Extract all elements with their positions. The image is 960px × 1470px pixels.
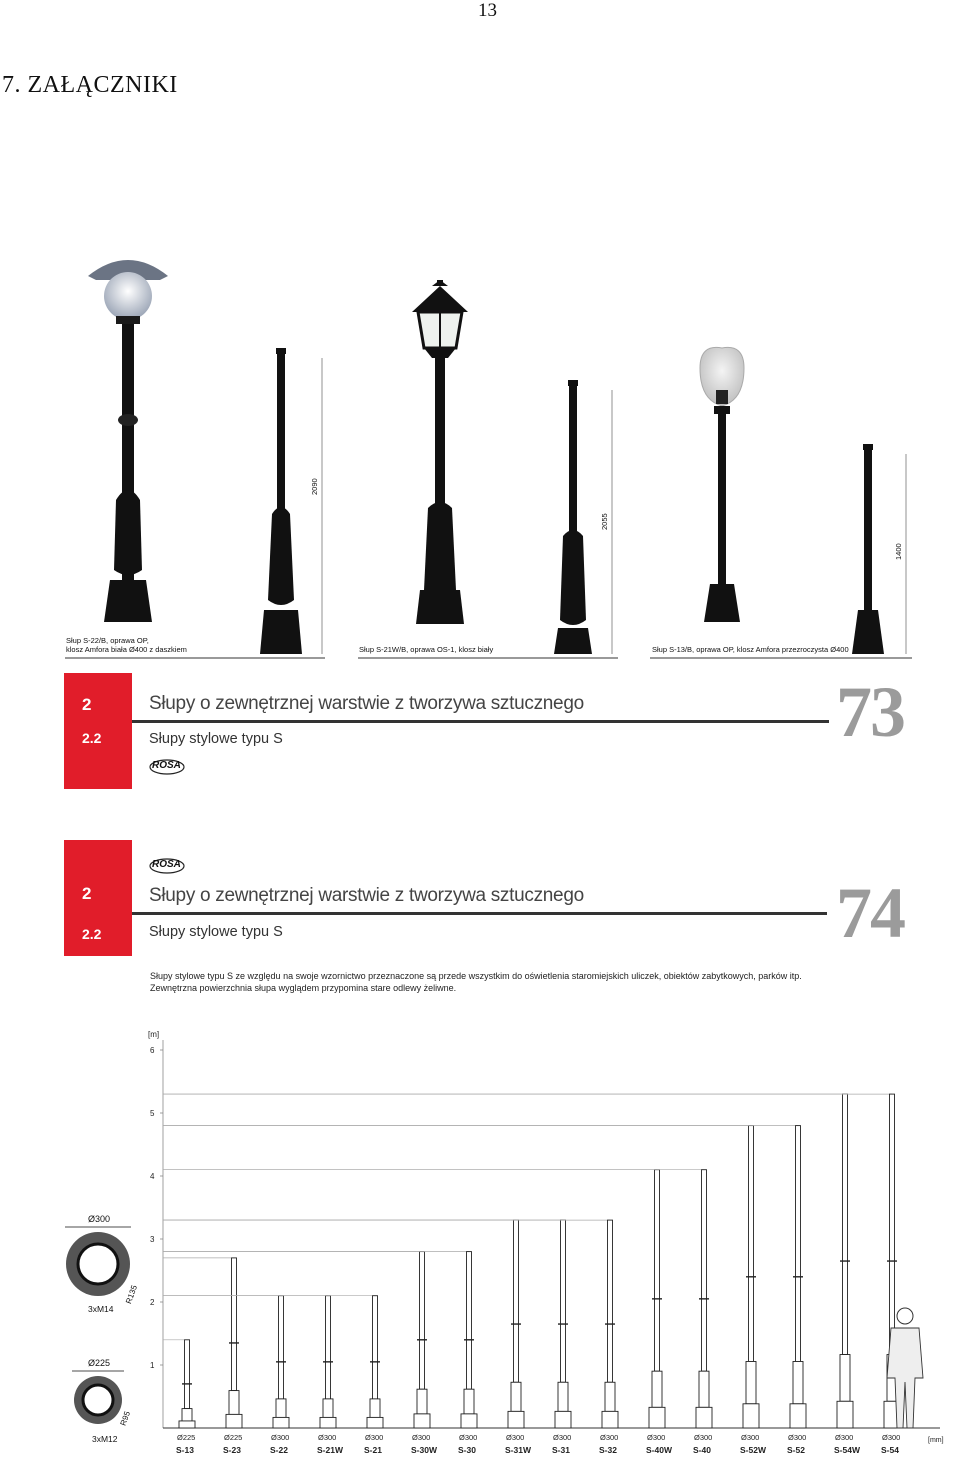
subchapter-number: 2.2 (82, 730, 102, 746)
post-shaft (608, 1220, 613, 1382)
base-diameter-label: Ø300 (882, 1433, 901, 1442)
post-type-label: S-21W (317, 1445, 343, 1455)
post-body (558, 1382, 568, 1411)
lamp-s13 (700, 347, 744, 622)
base-diameter-label: Ø300 (365, 1433, 384, 1442)
post-shaft (796, 1126, 801, 1362)
post-base (320, 1417, 336, 1428)
rosa-logo-text: ROSA (152, 760, 181, 771)
post-base (273, 1417, 289, 1428)
base-diameter-label: Ø300 (412, 1433, 431, 1442)
post-body (229, 1391, 239, 1415)
post-height-chart (60, 1025, 960, 1465)
post-body (746, 1361, 756, 1403)
base-diameter: Ø225 (88, 1358, 111, 1368)
band-subtitle: Słupy stylowe typu S (149, 924, 283, 940)
post-shaft (702, 1170, 707, 1371)
band-title: Słupy o zewnętrznej warstwie z tworzywa sztucznego (149, 885, 584, 906)
post-shaft (420, 1252, 425, 1390)
post-body (417, 1389, 427, 1414)
post-type-label: S-40W (646, 1445, 672, 1455)
post-shaft (326, 1296, 331, 1399)
y-tick-label: 3 (150, 1235, 155, 1244)
post-shaft (890, 1094, 895, 1354)
post-shaft (749, 1126, 754, 1362)
post-body (793, 1361, 803, 1403)
post-shaft (373, 1296, 378, 1399)
person-head (897, 1308, 913, 1324)
post-body (370, 1399, 380, 1418)
post-type-label: S-30 (458, 1445, 476, 1455)
base-diameter-label: Ø300 (788, 1433, 807, 1442)
base-diameter-label: Ø300 (647, 1433, 666, 1442)
dimension-label-2: 2055 (600, 513, 609, 530)
dimension-label-3: 1400 (894, 543, 903, 560)
post-base (508, 1411, 524, 1428)
post-shaft (655, 1170, 660, 1371)
photo-caption-3: Słup S-13/B, oprawa OP, klosz Amfora przezroczysta Ø400 (652, 645, 849, 654)
post-shaft (843, 1094, 848, 1354)
y-tick-label: 5 (150, 1109, 155, 1118)
y-tick-label: 1 (150, 1361, 155, 1370)
band-rule (132, 912, 827, 915)
post-base (226, 1414, 242, 1428)
chapter-band-73 (64, 673, 914, 789)
band-rule (132, 720, 829, 723)
post-shaft (514, 1220, 519, 1382)
post-base (414, 1414, 430, 1428)
post-body (182, 1409, 192, 1421)
post-base (461, 1414, 477, 1428)
base-diameter-label: Ø300 (694, 1433, 713, 1442)
post-body (652, 1371, 662, 1407)
base-diameter-label: Ø300 (741, 1433, 760, 1442)
base-radius: R95 (118, 1410, 133, 1427)
post-shaft (232, 1258, 237, 1391)
page-number-74: 74 (836, 873, 904, 953)
post-type-label: S-54 (881, 1445, 899, 1455)
post-body (699, 1371, 709, 1407)
intro-line-1: Słupy stylowe typu S ze względu na swoje wzornictwo przeznaczone są przede wszystkim do oświetlenia staromiejskich uliczek, obiektów zabytkowych, parków itp. (150, 971, 802, 981)
post-type-label: S-22 (270, 1445, 288, 1455)
base-diameter-label: Ø300 (553, 1433, 572, 1442)
rosa-logo (149, 858, 185, 874)
post-type-label: S-23 (223, 1445, 241, 1455)
base-bolts: 3xM14 (88, 1304, 114, 1314)
y-tick-label: 4 (150, 1172, 155, 1181)
base-radius: R135 (124, 1283, 140, 1306)
post-shaft (561, 1220, 566, 1382)
section-title: 7. ZAŁĄCZNIKI (2, 72, 178, 98)
band-subtitle: Słupy stylowe typu S (149, 731, 283, 747)
post-shaft (185, 1340, 190, 1409)
post-body (464, 1389, 474, 1414)
post-body (840, 1355, 850, 1402)
post-base (837, 1401, 853, 1428)
intro-line-2: Zewnętrzna powierzchnia słupa wyglądem przypomina stare odlewy żeliwne. (150, 983, 457, 993)
dimension-label-1: 2090 (310, 478, 319, 495)
subchapter-number: 2.2 (82, 926, 102, 942)
base-diameter-label: Ø225 (177, 1433, 196, 1442)
photo-caption-1: Słup S-22/B, oprawa OP, klosz Amfora biała Ø400 z daszkiem (66, 636, 187, 654)
base-diameter-label: Ø300 (600, 1433, 619, 1442)
post-type-label: S-32 (599, 1445, 617, 1455)
lamp-photo-panel (60, 240, 920, 660)
base-diameter-label: Ø225 (224, 1433, 243, 1442)
post-shaft (467, 1252, 472, 1390)
photo-caption-2: Słup S-21W/B, oprawa OS-1, klosz biały (359, 645, 494, 654)
post-base (179, 1421, 195, 1428)
base-diameter-label: Ø300 (318, 1433, 337, 1442)
base-diameter-label: Ø300 (271, 1433, 290, 1442)
post-body (511, 1382, 521, 1411)
base-diameter-label: Ø300 (506, 1433, 525, 1442)
post-body (323, 1399, 333, 1418)
post-type-label: S-21 (364, 1445, 382, 1455)
lamp-posts-illustration (60, 240, 920, 660)
rosa-logo-text: ROSA (152, 859, 181, 870)
post-base (790, 1404, 806, 1428)
band-title: Słupy o zewnętrznej warstwie z tworzywa sztucznego (149, 693, 584, 714)
post-type-label: S-13 (176, 1445, 194, 1455)
chapter-number: 2 (82, 695, 92, 714)
base-diameter-label: Ø300 (459, 1433, 478, 1442)
lamp-s22 (88, 260, 168, 622)
base-diameter-label: Ø300 (835, 1433, 854, 1442)
post-base (367, 1417, 383, 1428)
post-type-label: S-30W (411, 1445, 437, 1455)
chart-svg (60, 1025, 960, 1465)
post-type-label: S-40 (693, 1445, 711, 1455)
intro-text (150, 970, 850, 994)
chapter-number: 2 (82, 884, 92, 903)
page-number-73: 73 (836, 672, 904, 752)
post-body (276, 1399, 286, 1418)
x-unit-label: [mm] (928, 1437, 944, 1444)
y-axis-label: [m] (148, 1030, 160, 1039)
post-type-label: S-54W (834, 1445, 860, 1455)
post-type-label: S-52 (787, 1445, 805, 1455)
post-type-label: S-31W (505, 1445, 531, 1455)
post-type-label: S-52W (740, 1445, 766, 1455)
post-base (696, 1407, 712, 1428)
post-type-label: S-31 (552, 1445, 570, 1455)
post-base (649, 1407, 665, 1428)
lamp-s21w (412, 280, 468, 624)
y-tick-label: 2 (150, 1298, 155, 1307)
base-bolts: 3xM12 (92, 1434, 118, 1444)
y-tick-label: 6 (150, 1046, 155, 1055)
base-diameter: Ø300 (88, 1214, 111, 1224)
page-number: 13 (478, 0, 497, 21)
bare-post-1 (260, 348, 322, 654)
rosa-logo (149, 759, 185, 775)
chapter-band-74 (64, 840, 914, 956)
post-shaft (279, 1296, 284, 1399)
post-body (605, 1382, 615, 1411)
post-base (555, 1411, 571, 1428)
post-base (743, 1404, 759, 1428)
post-base (602, 1411, 618, 1428)
